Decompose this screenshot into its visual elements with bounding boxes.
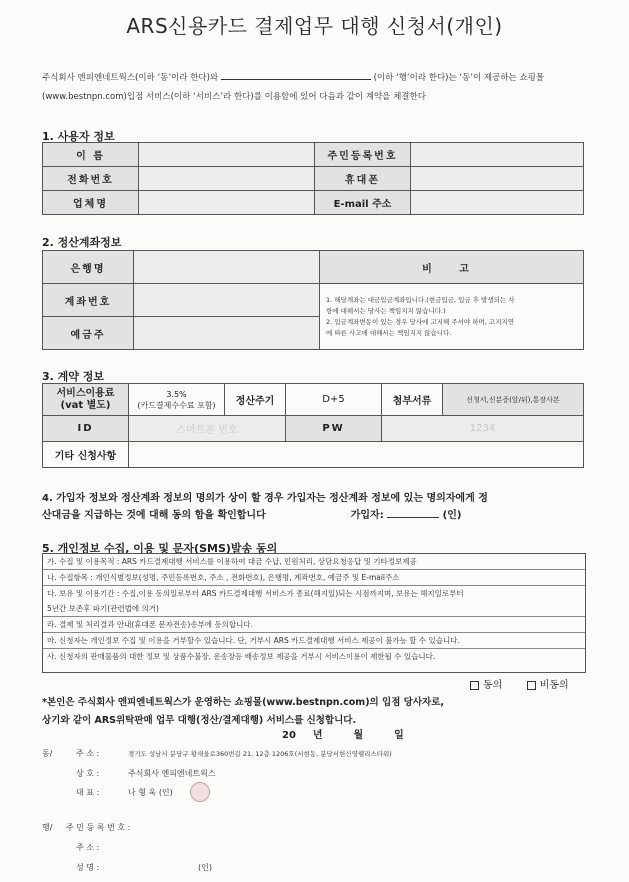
section1-heading: 1. 사용자 정보 — [42, 130, 115, 143]
date-year-prefix: 20 — [282, 730, 296, 741]
attach-value: 신청서,신분증(앞/뒤),통장사본 — [443, 384, 584, 416]
dong-company-value: 주식회사 엔피엔네트웍스 — [128, 769, 216, 778]
privacy-term-na: 나. 수집항목 : 개인식별정보(성명, 주민등록번호, 주소 , 전화번호), 은행명, 계좌번호, 예금주 및 E-mail주소 — [43, 570, 585, 586]
dong-label: 동/ — [42, 749, 53, 758]
remarks-note-1: 1. 해당계좌는 대금입금계좌입니다.(현금입금, 입금 후 발생되는 사 — [326, 295, 515, 304]
privacy-term-ra: 라. 결제 및 처리결과 안내(휴대폰 문자전송)송부에 동의합니다. — [43, 617, 585, 633]
holder-label: 예금주 — [43, 317, 134, 350]
remarks-label: 비 고 — [320, 251, 584, 284]
closing-line-2: 상기와 같이 ARS위탁판매 업무 대행(정산/결제대행) 서비스를 신청합니다. — [42, 715, 357, 726]
email-label: E-mail 주소 — [315, 191, 411, 215]
fee-value — [129, 384, 225, 416]
cycle-value: D+5 — [286, 384, 382, 416]
section4-line-2 — [42, 507, 592, 524]
privacy-term-da: 다. 보유 및 이용기간 : 수집,이용 동의일로부터 ARS 카드결제대행 서비스가 종료(해지일)되는 시점까지며, 보유는 해지일로부터 — [47, 589, 464, 598]
remarks-note-2: 2. 입금계좌변동이 있는 경우 당사에 고지해 주셔야 하며, 고지지연 — [326, 317, 515, 326]
phone-field[interactable] — [139, 167, 315, 191]
page-title: ARS신용카드 결제업무 대행 신청서(개인) — [126, 14, 503, 38]
section4-text — [42, 490, 592, 524]
attach-label: 첨부서류 — [382, 384, 443, 416]
remarks-note-1b: 항에 대해서는 당사는 책임지지 않습니다.) — [326, 306, 446, 315]
dong-address-label: 주 소 : — [76, 749, 100, 758]
user-info-table — [42, 142, 584, 215]
privacy-term-sa: 사. 신청자의 판매물품의 대한 정보 및 상품수불장, 운송장등 배송정보 제공을 거부시 서비스이용이 제한될 수 있습니다. — [47, 652, 436, 661]
dong-ceo-label: 대 표 : — [76, 788, 100, 797]
name-label: 이 름 — [43, 143, 139, 167]
haeng-rrn-label: 주 민 등 록 번 호 : — [66, 823, 131, 832]
fee-label — [43, 384, 129, 416]
privacy-term-ma: 마. 신청자는 개인정보 수집 및 이용을 거부할수 있습니다. 단, 거부시 ARS 카드결제대행 서비스 제공이 불가능 할 수 있습니다. — [43, 633, 585, 649]
name-field[interactable] — [139, 143, 315, 167]
fee-label-line-2: (vat 별도) — [60, 399, 111, 411]
id-field[interactable]: 스마트폰 번호 — [129, 416, 286, 442]
company-seal-stamp — [190, 782, 210, 802]
disagree-label: 비동의 — [539, 680, 569, 691]
contract-info-table — [42, 383, 584, 468]
section2-heading: 2. 정산계좌정보 — [42, 236, 122, 249]
haeng-seal: (인) — [198, 863, 212, 872]
section4-line-1: 4. 가입자 정보와 정산계좌 정보의 명의가 상이 할 경우 가입자는 정산계좌 정보에 있는 명의자에게 정 — [42, 493, 488, 504]
section4-line-2-text: 산대금을 지급하는 것에 대해 동의 함을 확인합니다 — [42, 510, 266, 521]
rrn-label: 주민등록번호 — [315, 143, 411, 167]
account-label: 계좌번호 — [43, 284, 134, 317]
fee-value-line-1: 3.5% — [166, 389, 187, 399]
remarks-note-2b: 에 따른 사고에 대해서는 책임지지 않습니다. — [326, 328, 452, 337]
date-day-label: 일 — [394, 730, 404, 741]
closing-line-1: *본인은 주식회사 엔피엔네트웍스가 운영하는 쇼핑몰(www.bestnpn.com)의 입점 당사자로, — [42, 697, 445, 708]
cycle-label: 정산주기 — [225, 384, 286, 416]
settlement-account-table — [42, 250, 584, 350]
remarks-notes — [320, 284, 584, 350]
disagree-checkbox[interactable] — [527, 681, 536, 690]
fee-label-line-1: 서비스이용료 — [56, 387, 115, 399]
subscriber-seal: (인) — [442, 510, 462, 521]
intro-line-1-pre: 주식회사 엔피엔네트웍스(이하 ‘동’이라 한다)와 — [42, 73, 219, 83]
intro-line-1-post: (이하 ‘행’이라 한다)는 ‘동’이 제공하는 쇼핑몰 — [373, 73, 545, 83]
dong-ceo-value: 나 형 욱 (인) — [128, 788, 173, 797]
application-date — [282, 726, 404, 741]
closing-statement — [42, 694, 444, 730]
agree-checkbox[interactable] — [470, 681, 479, 690]
agree-label: 동의 — [483, 680, 503, 691]
subscriber-label: 가입자: — [350, 510, 384, 521]
intro-line-1 — [42, 70, 602, 83]
date-year-label: 년 — [312, 730, 323, 741]
phone-label: 전화번호 — [43, 167, 139, 191]
date-month-label: 월 — [353, 730, 364, 741]
haeng-name-label: 성 명 : — [76, 863, 100, 872]
etc-label: 기타 신청사항 — [43, 442, 129, 468]
privacy-term-da-cont: 5년간 보존후 파기(관련법에 의거) — [43, 601, 585, 617]
party-name-blank[interactable] — [221, 70, 371, 80]
privacy-term-ga: 가. 수집 및 이용목적 : ARS 카드결제대행 서비스를 이용하여 대금 수납, 민원처리, 상담요청응답 및 기타정보제공 — [43, 554, 585, 570]
holder-field[interactable] — [134, 317, 320, 350]
etc-field[interactable] — [129, 442, 584, 468]
haeng-label: 행/ — [42, 823, 53, 832]
email-field[interactable] — [411, 191, 584, 215]
dong-address-value: 경기도 성남시 분당구 황새울로360번길 21, 12층 1206호(서현동, 분당서현신영웰리스타워) — [128, 750, 392, 758]
bank-label: 은행명 — [43, 251, 134, 284]
subscriber-field[interactable] — [387, 517, 439, 518]
section3-heading: 3. 계약 정보 — [42, 370, 104, 383]
pw-field[interactable]: 1234 — [382, 416, 584, 442]
company-label: 업체명 — [43, 191, 139, 215]
consent-options — [470, 676, 569, 691]
section5-heading: 5. 개인정보 수집, 이용 및 문자(SMS)발송 동의 — [42, 542, 278, 555]
fee-value-line-2: (카드결제수수료 포함) — [137, 400, 216, 410]
mobile-field[interactable] — [411, 167, 584, 191]
intro-line-2: (www.bestnpn.com)입점 서비스(이하 ‘서비스’라 한다)를 이용함에 있어 다음과 같이 계약을 체결한다 — [42, 92, 426, 102]
dong-company-label: 상 호 : — [76, 769, 100, 778]
id-label: ID — [43, 416, 129, 442]
haeng-address-label: 주 소 : — [76, 843, 100, 852]
account-field[interactable] — [134, 284, 320, 317]
privacy-terms-box — [42, 553, 586, 673]
pw-label: PW — [286, 416, 382, 442]
rrn-field[interactable] — [411, 143, 584, 167]
bank-field[interactable] — [134, 251, 320, 284]
company-field[interactable] — [139, 191, 315, 215]
mobile-label: 휴대폰 — [315, 167, 411, 191]
